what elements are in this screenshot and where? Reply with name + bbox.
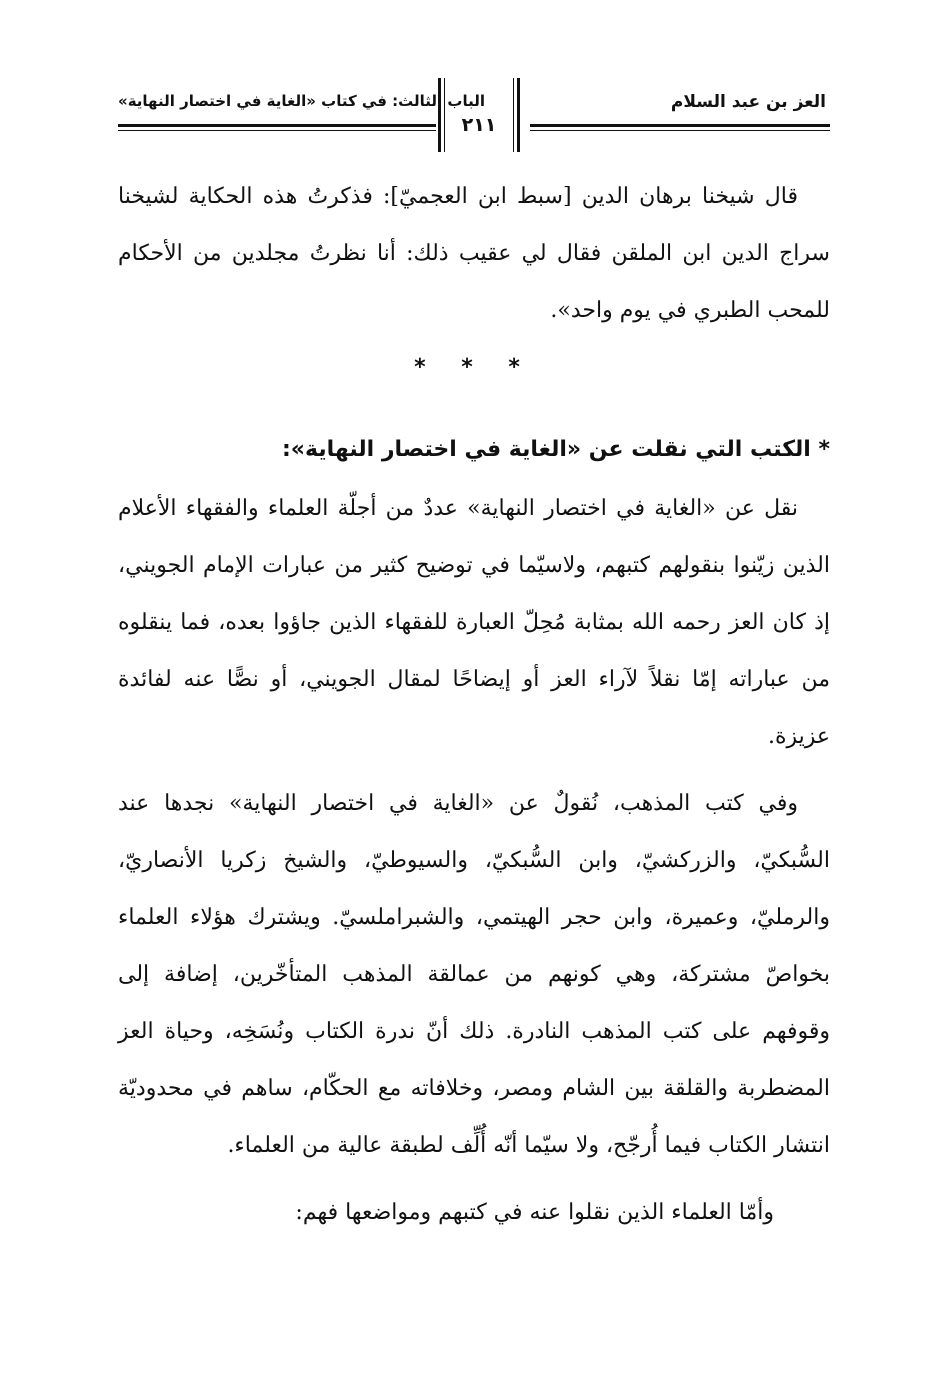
header-chapter-title: الباب الثالث: في كتاب «الغاية في اختصار النهاية» (118, 92, 486, 110)
main-text-block (118, 480, 830, 1251)
page-number-box (438, 78, 520, 152)
intro-paragraph: قال شيخنا برهان الدين [سبط ابن العجميّ]: فذكرتُ هذه الحكاية لشيخنا سراج الدين ابن الملقن فقال لي عقيب ذلك: أنا نظرتُ مجلدين من الأحكام للمحب الطبري في يوم واحد». (118, 184, 830, 323)
paragraph: وفي كتب المذهب، نُقولٌ عن «الغاية في اختصار النهاية» نجدها عند السُّبكيّ، والزركشيّ، وابن السُّبكيّ، والسيوطيّ، والشيخ زكريا الأنصاريّ، والرمليّ، وعميرة، وابن حجر الهيتمي، والشبراملسيّ. ويشترك هؤلاء العلماء بخواصّ مشتركة، وهي كونهم من عمالقة المذهب المتأخّرين، إضافة إلى وقوفهم على كتب المذهب النادرة. ذلك أنّ ندرة الكتاب ونُسَخِه، وحياة العز المضطربة والقلقة بين الشام ومصر، وخلافاته مع الحكّام، ساهم في محدوديّة انتشار الكتاب فيما أُرجّح، ولا سيّما أنّه أُلِّف لطبقة عالية من العلماء. (118, 791, 830, 1158)
closing-line: وأمّا العلماء الذين نقلوا عنه في كتبهم ومواضعها فهم: (295, 1200, 774, 1225)
section-heading: * الكتب التي نقلت عن «الغاية في اختصار النهاية»: (282, 437, 830, 462)
header-author: العز بن عبد السلام (670, 92, 826, 112)
running-header (118, 78, 830, 154)
page-number: ٢١١ (461, 114, 497, 136)
intro-text-block (118, 168, 830, 339)
header-rule-left-thin (118, 130, 436, 131)
header-rule-right-thin (530, 130, 830, 131)
header-rule-left (118, 124, 436, 127)
paragraph: نقل عن «الغاية في اختصار النهاية» عددٌ من أجلّة العلماء والفقهاء الأعلام الذين زيّنوا بنقولهم كتبهم، ولاسيّما في توضيح كثير من عبارات الإمام الجويني، إذ كان العز رحمه الله بمثابة مُحِلّ العبارة للفقهاء الذين جاؤوا بعده، فما ينقلوه من عباراته إمّا نقلاً لآراء العز أو إيضاحًا لمقال الجويني، أو نصًّا عنه لفائدة عزيزة. (118, 496, 831, 749)
header-rule-right (530, 124, 830, 127)
section-separator: * * * (414, 355, 534, 380)
